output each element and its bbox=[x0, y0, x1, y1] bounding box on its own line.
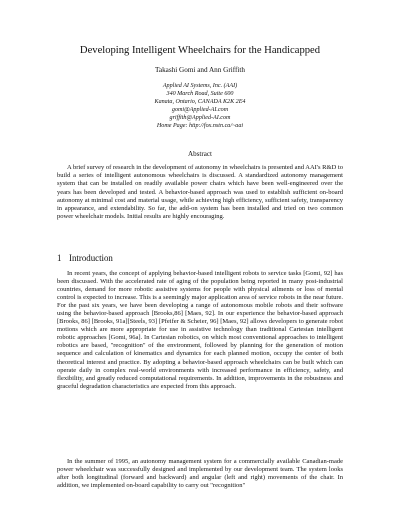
section-heading-introduction bbox=[57, 253, 343, 264]
affiliation-email-griffith: griffith@Applied-AI.com bbox=[169, 114, 231, 121]
abstract-text: A brief survey of research in the development of autonomy in wheelchairs is presented and AAI's R&D to build a series of intelligent autonomous wheelchairs is discussed. A standardized autonomy management system that can be installed on readily available power chairs which have been well-engineered over the years has been developed and tested. A behavior-based approach was used to establish sufficient on-board autonomy at minimal cost and material usage, while achieving high efficiency, sufficient safety, transparency in appearance, and extendability. So far, the add-on system has been installed and tried on two common power wheelchair models. Initial results are highly encouraging. bbox=[57, 164, 343, 221]
affiliation-email-gomi: gomi@Applied-AI.com bbox=[171, 106, 229, 113]
affiliation-homepage: Home Page: http://fox.nstn.ca/~aai bbox=[156, 122, 244, 129]
paper-title: Developing Intelligent Wheelchairs for the Handicapped bbox=[79, 45, 321, 56]
section-number: 1 bbox=[57, 253, 62, 263]
author-affiliation bbox=[0, 83, 400, 130]
affiliation-street: 340 March Road, Suite 600 bbox=[166, 90, 234, 97]
intro-paragraph-1: In recent years, the concept of applying behavior-based intelligent robots to service tasks [Gomi, 92] has been discussed. With the accelerated rate of aging of the population being reported in many post-industrial countries, demand for more robotic assistive systems for people with physical ailments or loss of mental control is expected to increase. This is a seemingly major application area of service robots in the near future. For the past six years, we have been developing a range of autonomous mobile robots and their software using the behavior-based approach [Brooks,86] [Maes, 92]. In our experience the behavior-based approach [Brooks, 86] [Brooks, 91a][Steels, 93] [Pfeifer & Scheier, 96] [Maes, 92] allows developers to generate robot motions which are more appropriate for use in assistive technology than traditional Cartesian intelligent robotic approaches [Gomi, 96a]. In Cartesian robotics, on which most conventional approaches to intelligent robotics are based, "recognition" of the environment, followed by planning for the generation of motion sequence and calculation of kinematics and dynamics for each planned motion, occupy the center of both theoretical interest and practice. By adopting a behavior-based approach wheelchairs can be built which can operate daily in complex real-world environments with increased performance in efficiency, safety, and flexibility, and greatly reduced computational requirements. In addition, improvements in the robustness and graceful degradation characteristics are expected from this approach. bbox=[57, 270, 343, 390]
affiliation-city: Kanata, Ontario, CANADA K2K 2E4 bbox=[154, 98, 246, 105]
paper-authors: Takashi Gomi and Ann Griffith bbox=[155, 66, 245, 74]
section-title: Introduction bbox=[69, 253, 113, 263]
abstract-heading: Abstract bbox=[187, 150, 213, 158]
intro-paragraph-2: In the summer of 1995, an autonomy management system for a commercially available Canadian-made power wheelchair was successfully designed and implemented by our development team. The system looks after both longitudinal (forward and backward) and angular (left and right) movements of the chair. In addition, we implemented on-board capability to carry out "recognition" bbox=[57, 458, 343, 490]
affiliation-company: Applied AI Systems, Inc. (AAI) bbox=[162, 83, 238, 89]
